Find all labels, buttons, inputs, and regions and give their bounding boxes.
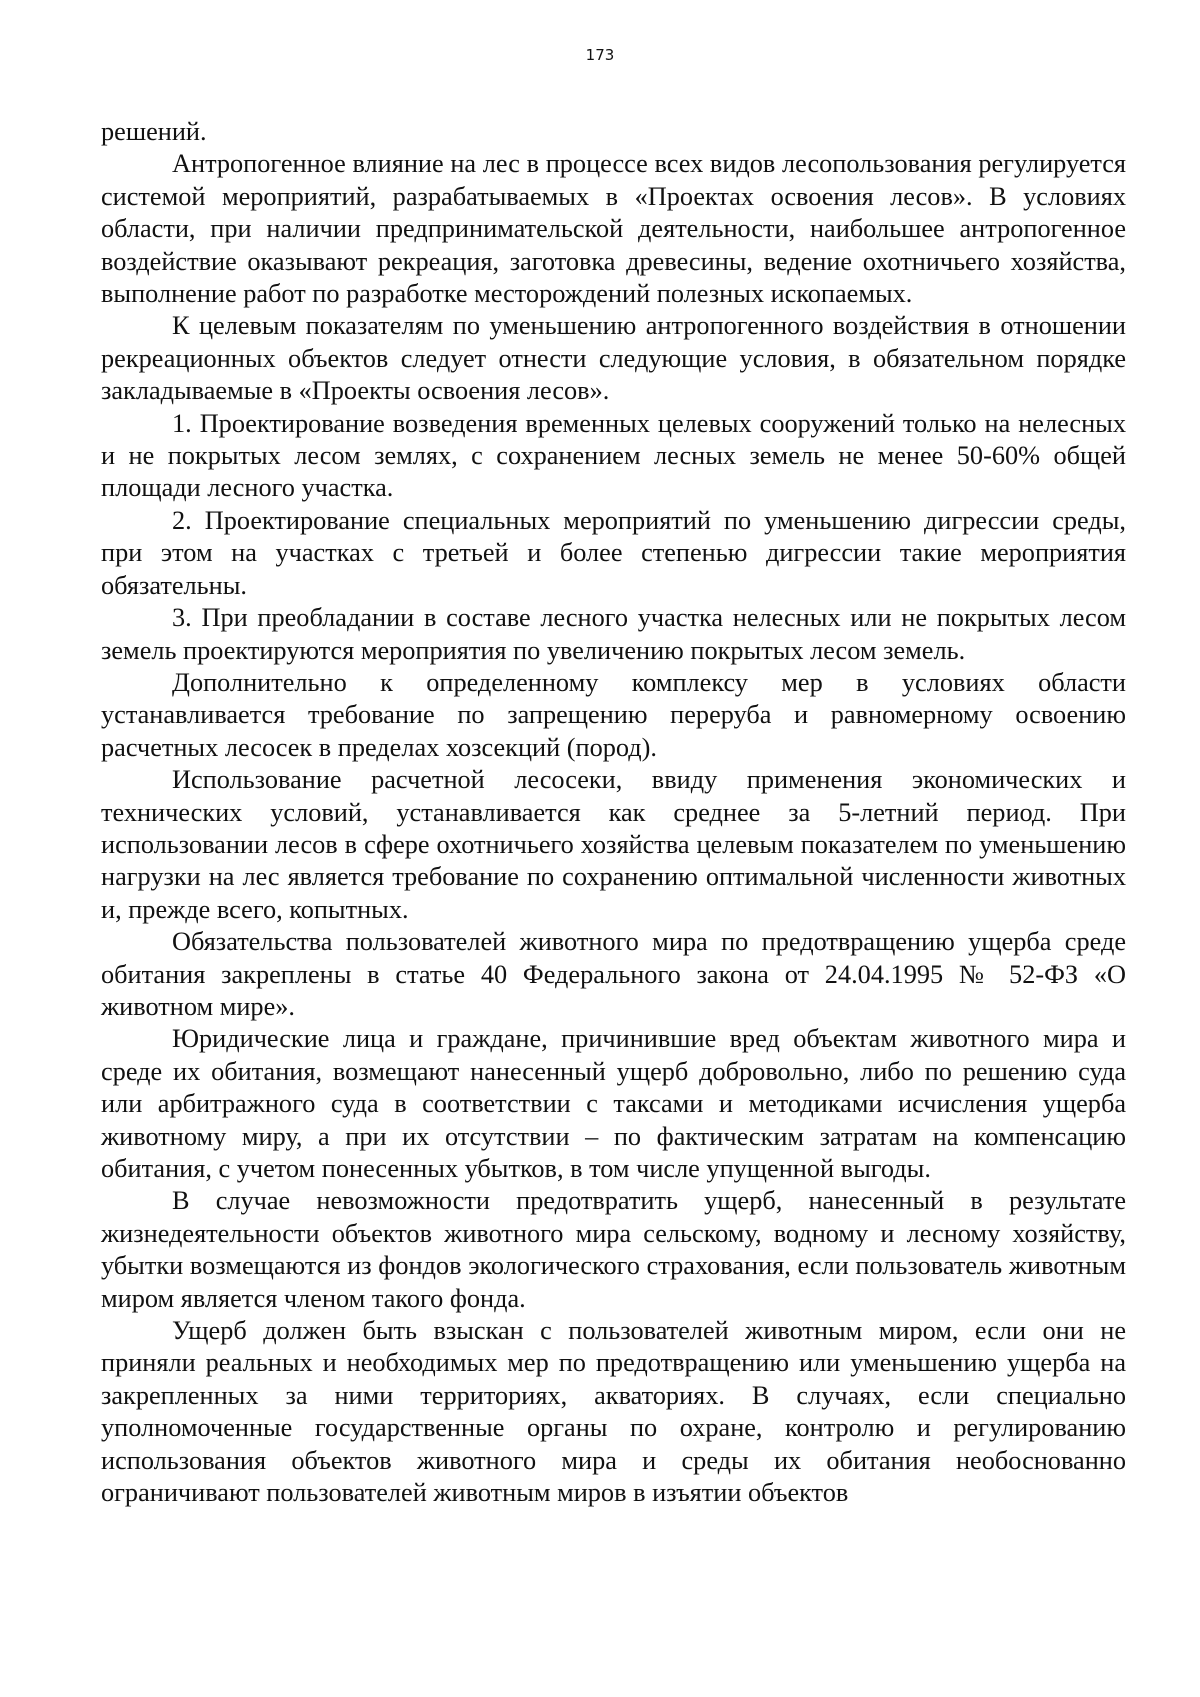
paragraph: Обязательства пользователей животного мира по предотвращению ущерба среде обитания закреплены в статье 40 Федерального закона от 24.04.1995 № 52-ФЗ «О животном мире». [101, 927, 1126, 1021]
paragraph: В случае невозможности предотвратить ущерб, нанесенный в результате жизнедеятельности объектов животного мира сельскому, водному и лесному хозяйству, убытки возмещаются из фондов экологического страхования, если пользователь животным миром является членом такого фонда. [101, 1186, 1126, 1313]
paragraph: Ущерб должен быть взыскан с пользователей животным миром, если они не приняли реальных и необходимых мер по предотвращению или уменьшению ущерба на закрепленных за ними территориях, акваториях. В случаях, если специально уполномоченные государственные органы по охране, контролю и регулированию использования объектов животного мира и среды их обитания необоснованно ограничивают пользователей животным миров в изъятии объектов [101, 1316, 1126, 1508]
paragraph: Антропогенное влияние на лес в процессе всех видов лесопользования регулируется системой мероприятий, разрабатываемых в «Проектах освоения лесов». В условиях области, при наличии предпринимательской деятельности, наибольшее антропогенное воздействие оказывают рекреация, заготовка древесины, ведение охотничьего хозяйства, выполнение работ по разработке месторождений полезных ископаемых. [101, 149, 1126, 309]
paragraph: К целевым показателям по уменьшению антропогенного воздействия в отношении рекреационных объектов следует отнести следующие условия, в обязательном порядке закладываемые в «Проекты освоения лесов». [101, 311, 1126, 406]
body-text [101, 116, 1126, 1509]
paragraph: Использование расчетной лесосеки, ввиду применения экономических и технических условий, устанавливается как среднее за 5-летний период. При использовании лесов в сфере охотничьего хозяйства целевым показателем по уменьшению нагрузки на лес является требование по сохранению оптимальной численности животных и, прежде всего, копытных. [101, 765, 1126, 924]
paragraph-continuation: решений. [101, 117, 207, 146]
paragraph: Дополнительно к определенному комплексу мер в условиях области устанавливается требование по запрещению переруба и равномерному освоению расчетных лесосек в пределах хозсекций (пород). [101, 667, 1126, 762]
page-number: 173 [585, 46, 615, 64]
list-item: 2. Проектирование специальных мероприятий по уменьшению дигрессии среды, при этом на участках с третьей и более степенью дигрессии такие мероприятия обязательны. [101, 505, 1126, 600]
paragraph: Юридические лица и граждане, причинившие вред объектам животного мира и среде их обитания, возмещают нанесенный ущерб добровольно, либо по решению суда или арбитражного суда в соответствии с таксами и методиками исчисления ущерба животному миру, а при их отсутствии – по фактическим затратам на компенсацию обитания, с учетом понесенных убытков, в том числе упущенной выгоды. [101, 1024, 1126, 1183]
list-item: 3. При преобладании в составе лесного участка нелесных или не покрытых лесом земель проектируются мероприятия по увеличению покрытых лесом земель. [101, 603, 1126, 665]
list-item: 1. Проектирование возведения временных целевых сооружений только на нелесных и не покрытых лесом землях, с сохранением лесных земель не менее 50-60% общей площади лесного участка. [101, 408, 1126, 503]
